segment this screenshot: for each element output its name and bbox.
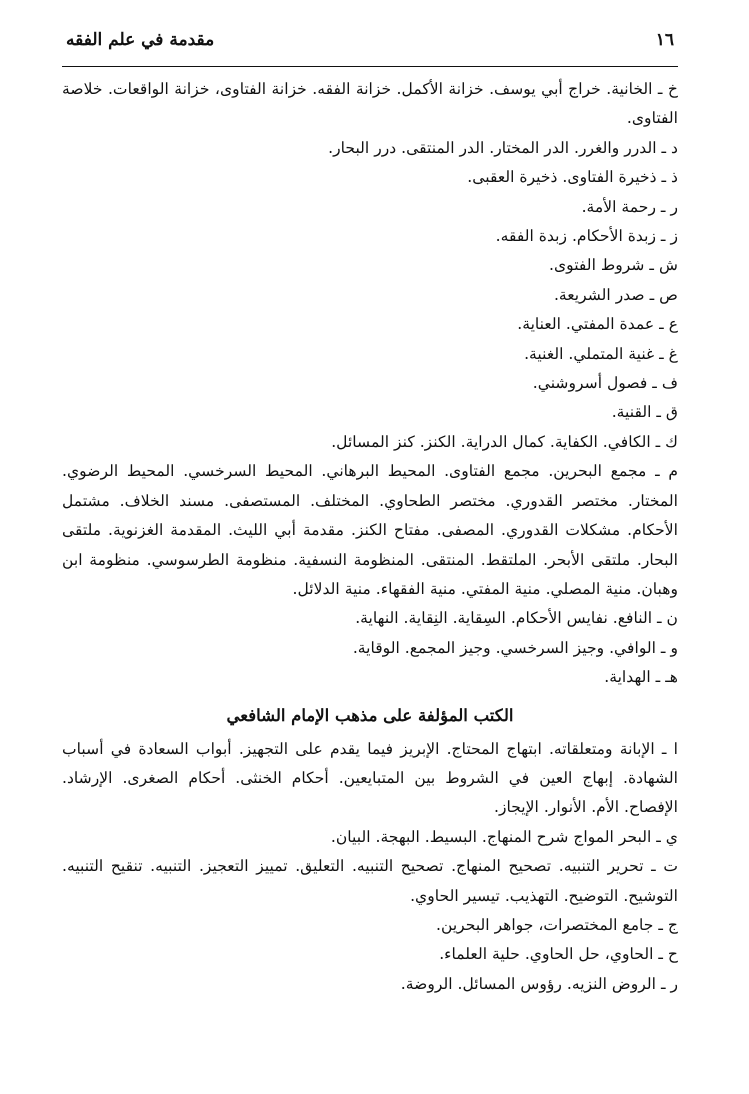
entry-ayn: ع ـ عمدة المفتي. العناية. <box>517 315 678 334</box>
entry-shin: ش ـ شروط الفتوى. <box>549 256 678 275</box>
entry-ghayn: غ ـ غنية المتملي. الغنية. <box>524 344 678 363</box>
entry-ya: ي ـ البحر المواج شرح المنهاج. البسيط. البهجة. البيان. <box>330 827 678 846</box>
page-body <box>62 75 678 999</box>
entry-ra: ر ـ رحمة الأمة. <box>581 197 678 216</box>
shafii-section-title: الكتب المؤلفة على مذهب الإمام الشافعي <box>226 705 514 725</box>
book-page <box>62 30 678 999</box>
entry-mim: م ـ مجمع البحرين. مجمع الفتاوى. المحيط البرهاني. المحيط السرخسي. المحيط الرضوي. المختار. مختصر القدوري. مختصر الطحاوي. المختلف. المستصفى. مسند الخلاف. مشتمل الأحكام. مشكلات القدوري. المصفى. مفتاح الكنز. مقدمة أبي الليث. المقدمة الغزنوية. ملتقى البحار. ملتقى الأبحر. الملتقط. المنتقى. المنظومة النسفية. منظومة الطرسوسي. منظومة ابن وهبان. منية المصلي. منية المفتي. منية الفقهاء. منية الدلائل. <box>62 462 678 598</box>
entry-alif: ا ـ الإبانة ومتعلقاته. ابتهاج المحتاج. الإبريز فيما يقدم على التجهيز. أبواب السعادة في أسباب الشهادة. إبهاج العين في الشروط بين المتبايعين. أحكام الخنثى. أحكام الصغرى. الإرشاد. الإفصاح. الأم. الأنوار. الإيجاز. <box>62 739 678 817</box>
page-header <box>62 30 678 67</box>
entry-ra2: ر ـ الروض النزيه. رؤوس المسائل. الروضة. <box>400 974 678 993</box>
entry-kaf: ك ـ الكافي. الكفاية. كمال الدراية. الكنز. كنز المسائل. <box>331 432 678 451</box>
entry-kha: خ ـ الخانية. خراج أبي يوسف. خزانة الأكمل. خزانة الفقه. خزانة الفتاوى، خزانة الواقعات. خلاصة الفتاوى. <box>62 80 678 128</box>
entry-ha2: ح ـ الحاوي، حل الحاوي. حلية العلماء. <box>439 945 678 964</box>
entry-waw: و ـ الوافي. وجيز السرخسي. وجيز المجمع. الوقاية. <box>352 638 678 657</box>
page-number: ١٦ <box>655 30 674 50</box>
entry-nun: ن ـ النافع. نفايس الأحكام. السِقاية. النِقاية. النهاية. <box>355 609 678 628</box>
entry-dhal: ذ ـ ذخيرة الفتاوى. ذخيرة العقبى. <box>467 168 678 187</box>
entry-zay: ز ـ زبدة الأحكام. زبدة الفقه. <box>495 227 678 246</box>
entry-qaf: ق ـ القنية. <box>611 403 678 422</box>
entry-fa: ف ـ فصول أسروشني. <box>532 374 678 393</box>
entry-sad: ص ـ صدر الشريعة. <box>553 285 678 304</box>
entry-dal: د ـ الدرر والغرر. الدر المختار. الدر المنتقى. درر البحار. <box>328 138 678 157</box>
entry-jim: ج ـ جامع المختصرات، جواهر البحرين. <box>436 915 678 934</box>
entry-ha: هـ ـ الهداية. <box>604 668 678 687</box>
entry-ta: ت ـ تحرير التنبيه. تصحيح المنهاج. تصحيح التنبيه. التعليق. تمييز التعجيز. التنبيه. تنقيح التنبيه. التوشيح. التوضيح. التهذيب. تيسير الحاوي. <box>62 857 678 905</box>
running-title: مقدمة في علم الفقه <box>66 30 215 50</box>
